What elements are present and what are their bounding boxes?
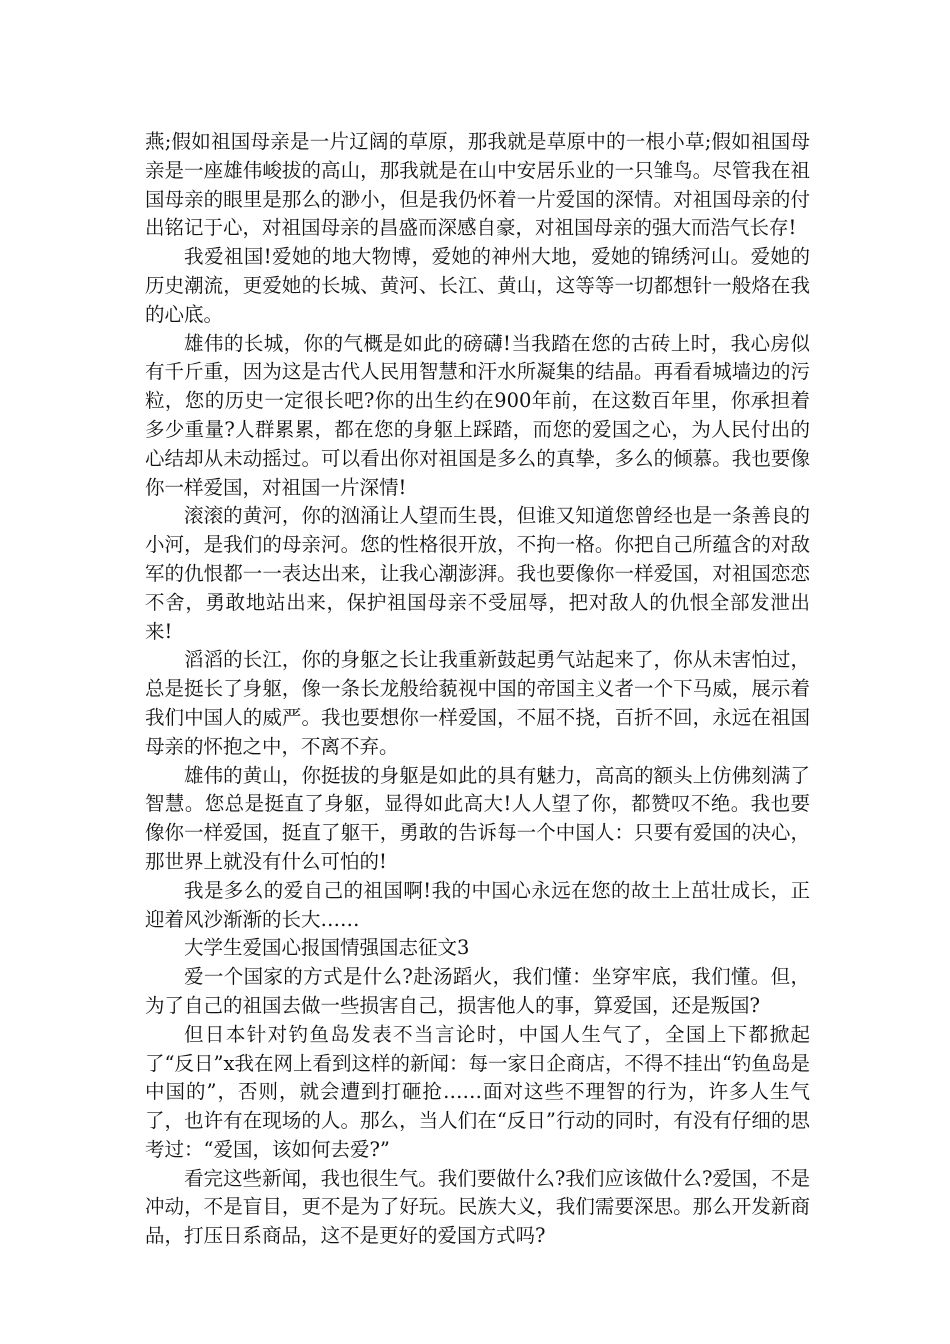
paragraph: 但日本针对钓鱼岛发表不当言论时，中国人生气了，全国上下都掀起了“反日”x我在网上看到这样的新闻：每一家日企商店，不得不挂出“钓鱼岛是中国的”，否则，就会遭到打砸抢……面对这些不理智的行为，许多人生气了，也许有在现场的人。那么，当人们在“反日”行动的同时，有没有仔细的思考过：“爱国，该如何去爱?”	[145, 1022, 810, 1161]
paragraph: 雄伟的黄山，你挺拔的身躯是如此的具有魅力，高高的额头上仿佛刻满了智慧。您总是挺直了身躯，显得如此高大!人人望了你，都赞叹不绝。我也要像你一样爱国，挺直了躯干，勇敢的告诉每一个中国人：只要有爱国的决心，那世界上就没有什么可怕的!	[145, 763, 810, 873]
paragraph: 滔滔的长江，你的身躯之长让我重新鼓起勇气站起来了，你从未害怕过，总是挺长了身躯，像一条长龙般给藐视中国的帝国主义者一个下马威，展示着我们中国人的威严。我也要想你一样爱国，不屈不挠，百折不回，永远在祖国母亲的怀抱之中，不离不弃。	[145, 648, 810, 758]
paragraph: 雄伟的长城，你的气概是如此的磅礴!当我踏在您的古砖上时，我心房似有千斤重，因为这是古代人民用智慧和汗水所凝集的结晶。再看看城墙边的污粒，您的历史一定很长吧?你的出生约在900年前，在这数百年里，你承担着多少重量?人群累累，都在您的身躯上踩踏，而您的爱国之心，为人民付出的心结却从未动摇过。可以看出你对祖国是多么的真挚，多么的倾慕。我也要像你一样爱国，对祖国一片深情!	[145, 331, 810, 499]
section-heading: 大学生爱国心报国情强国志征文3	[184, 936, 470, 960]
essay-body	[145, 128, 810, 1251]
paragraph-continuation: 燕;假如祖国母亲是一片辽阔的草原，那我就是草原中的一根小草;假如祖国母亲是一座雄伟峻拔的高山，那我就是在山中安居乐业的一只雏鸟。尽管我在祖国母亲的眼里是那么的渺小，但是我仍怀着一片爱国的深情。对祖国母亲的付出铭记于心，对祖国母亲的昌盛而深感自豪，对祖国母亲的强大而浩气长存!	[145, 130, 810, 240]
paragraph: 爱一个国家的方式是什么?赴汤蹈火，我们懂：坐穿牢底，我们懂。但，为了自己的祖国去做一些损害自己，损害他人的事，算爱国，还是叛国?	[145, 965, 810, 1017]
paragraph: 我是多么的爱自己的祖国啊!我的中国心永远在您的故土上茁壮成长，正迎着风沙渐渐的长大……	[145, 878, 810, 931]
paragraph: 看完这些新闻，我也很生气。我们要做什么?我们应该做什么?爱国，不是冲动，不是盲目，更不是为了好玩。民族大义，我们需要深思。那么开发新商品，打压日系商品，这不是更好的爱国方式吗?	[145, 1166, 810, 1248]
paragraph: 滚滚的黄河，你的汹涌让人望而生畏，但谁又知道您曾经也是一条善良的小河，是我们的母亲河。您的性格很开放，不拘一格。你把自己所蕴含的对敌军的仇恨都一一表达出来，让我心潮澎湃。我也要像你一样爱国，对祖国恋恋不舍，勇敢地站出来，保护祖国母亲不受屈辱，把对敌人的仇恨全部发泄出来!	[145, 504, 810, 643]
paragraph: 我爱祖国!爱她的地大物博，爱她的神州大地，爱她的锦绣河山。爱她的历史潮流，更爱她的长城、黄河、长江、黄山，这等等一切都想针一般烙在我的心底。	[145, 245, 810, 326]
